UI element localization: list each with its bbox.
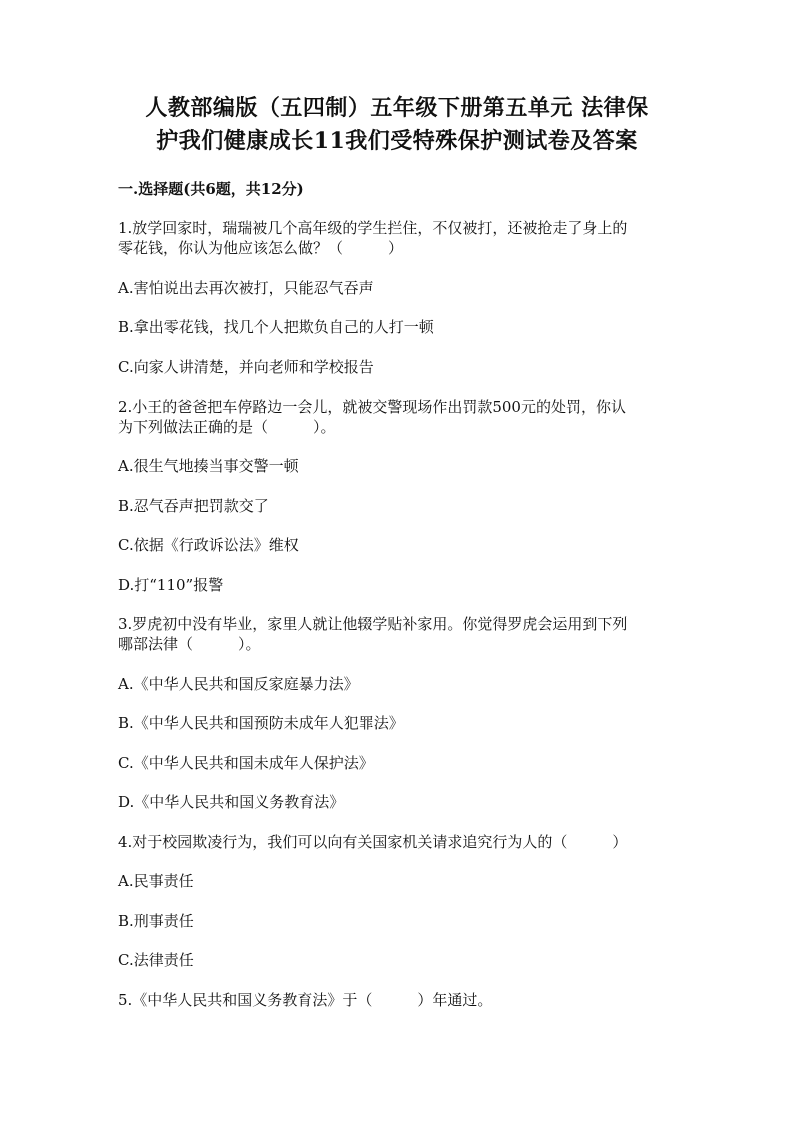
section-heading: 一.选择题(共6题，共12分): [118, 180, 304, 198]
question-5-stem: 5.《中华人民共和国义务教育法》于（ ）年通过。: [118, 991, 493, 1009]
document-title: [100, 92, 694, 158]
question-1-option-b: B.拿出零花钱，找几个人把欺负自己的人打一顿: [118, 318, 434, 336]
question-4-option-c: C.法律责任: [118, 951, 194, 969]
question-3-option-d: D.《中华人民共和国义务教育法》: [118, 793, 345, 811]
question-2-option-a: A.很生气地揍当事交警一顿: [118, 457, 299, 475]
question-3-stem-line-1: 3.罗虎初中没有毕业，家里人就让他辍学贴补家用。你觉得罗虎会运用到下列: [118, 615, 628, 633]
question-4-option-a: A.民事责任: [118, 872, 194, 890]
question-2-option-b: B.忍气吞声把罚款交了: [118, 497, 269, 515]
question-1-option-c: C.向家人讲清楚，并向老师和学校报告: [118, 358, 374, 376]
question-2-stem-line-1: 2.小王的爸爸把车停路边一会儿，就被交警现场作出罚款500元的处罚，你认: [118, 398, 626, 416]
question-1-stem-line-2: 零花钱，你认为他应该怎么做？（ ）: [118, 239, 404, 257]
title-line-1: 人教部编版（五四制）五年级下册第五单元 法律保: [145, 95, 649, 121]
question-2-option-c: C.依据《行政诉讼法》维权: [118, 536, 299, 554]
question-1-stem-line-1: 1.放学回家时，瑞瑞被几个高年级的学生拦住，不仅被打，还被抢走了身上的: [118, 219, 628, 237]
question-2-stem-line-2: 为下列做法正确的是（ ）。: [118, 418, 336, 436]
question-3-option-b: B.《中华人民共和国预防未成年人犯罪法》: [118, 714, 404, 732]
question-3-option-a: A.《中华人民共和国反家庭暴力法》: [118, 675, 359, 693]
question-2-option-d: D.打“110”报警: [118, 576, 224, 594]
question-4-stem: 4.对于校园欺凌行为，我们可以向有关国家机关请求追究行为人的（ ）: [118, 833, 628, 851]
question-3-stem-line-2: 哪部法律（ ）。: [118, 635, 261, 653]
question-1-option-a: A.害怕说出去再次被打，只能忍气吞声: [118, 279, 374, 297]
question-3-option-c: C.《中华人民共和国未成年人保护法》: [118, 754, 374, 772]
title-line-2: 护我们健康成长11我们受特殊保护测试卷及答案: [156, 128, 638, 154]
question-4-option-b: B.刑事责任: [118, 912, 194, 930]
